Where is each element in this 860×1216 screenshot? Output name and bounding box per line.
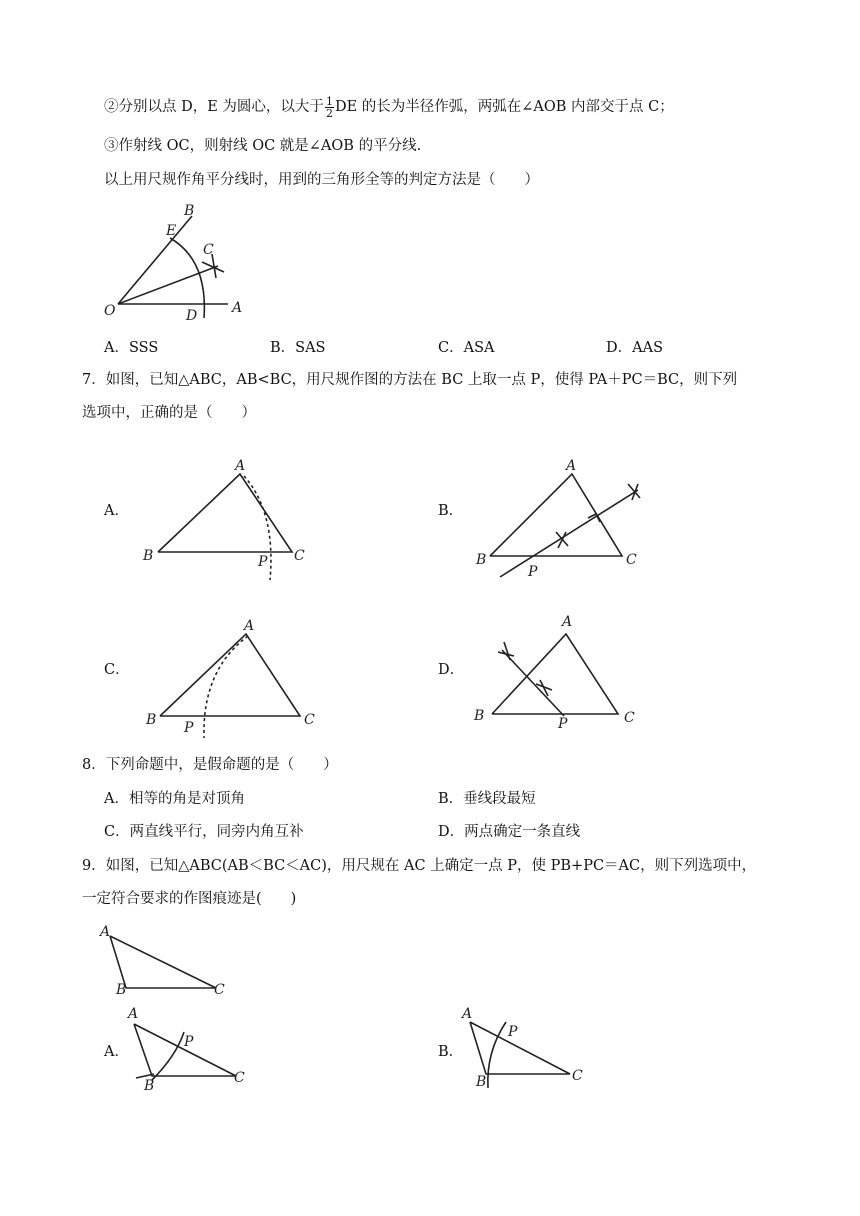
q9-option-b[interactable]: B． [438, 1044, 464, 1060]
label-c: C [572, 1068, 583, 1084]
q7-figure-d [470, 612, 680, 747]
q9-stem-line1: 9．如图，已知△ABC(AB＜BC＜AC)，用尺规在 AC 上确定一点 P，使 PB+PC＝AC，则下列选项中， [82, 858, 757, 874]
label-p: P [558, 716, 568, 732]
q8-option-b[interactable]: B．垂线段最短 [438, 791, 536, 807]
q6-option-c[interactable]: C．ASA [438, 340, 495, 356]
q8-option-c[interactable]: C．两直线平行，同旁内角互补 [104, 824, 304, 840]
q6-step2-part2: DE 的长为半径作弧，两弧在∠AOB 内部交于点 C； [334, 99, 674, 115]
label-b: B [476, 1074, 487, 1090]
label-a: A [232, 300, 243, 316]
q7-figure-b [470, 452, 680, 587]
construction-arc [152, 1032, 184, 1080]
label-b: B [476, 552, 487, 568]
q6-step2-part1: ②分别以点 D，E 为圆心，以大于 [104, 99, 324, 115]
q7-stem-line1: 7．如图，已知△ABC，AB<BC，用尺规作图的方法在 BC 上取一点 P，使得 PA＋PC＝BC，则下列 [82, 372, 738, 388]
triangle-abc [490, 474, 622, 556]
label-c: C [234, 1070, 245, 1086]
label-p: P [528, 564, 538, 580]
triangle-abc [110, 936, 216, 988]
q8-option-a[interactable]: A．相等的角是对顶角 [104, 791, 245, 807]
label-a: A [566, 458, 577, 474]
label-a: A [128, 1006, 139, 1022]
label-c: C [294, 548, 305, 564]
triangle-abc [158, 474, 292, 552]
perpendicular-bisector [502, 650, 564, 716]
label-a: A [244, 618, 255, 634]
label-c: C [203, 242, 214, 258]
label-a: A [462, 1006, 473, 1022]
label-a: A [235, 458, 246, 474]
label-b: B [116, 982, 127, 998]
q7-figure-c [140, 612, 340, 747]
label-c: C [214, 982, 225, 998]
label-p: P [184, 720, 194, 736]
label-b: B [144, 1078, 155, 1094]
q8-option-d[interactable]: D．两点确定一条直线 [438, 824, 581, 840]
q6-angle-bisector-figure [100, 200, 250, 330]
fraction-one-half: $\frac{1}{2}$ [325, 95, 333, 120]
label-b: B [474, 708, 485, 724]
q9-stem-line2: 一定符合要求的作图痕迹是( ) [82, 891, 297, 907]
triangle-abc [160, 634, 300, 716]
label-a: A [100, 924, 111, 940]
q9-figure-a [126, 1004, 276, 1094]
q9-given-triangle [96, 922, 246, 1002]
q7-option-c[interactable]: C． [104, 662, 130, 678]
label-e: E [166, 223, 177, 239]
triangle-abc [470, 1022, 570, 1074]
label-p: P [184, 1034, 194, 1050]
label-b: B [146, 712, 157, 728]
q7-stem-line2: 选项中，正确的是（ ） [82, 405, 256, 421]
q6-option-d[interactable]: D．AAS [606, 340, 664, 356]
q6-step2 [104, 96, 674, 119]
label-b: B [143, 548, 154, 564]
label-a: A [562, 614, 573, 630]
ray-ob [118, 216, 192, 304]
dashed-arc [204, 636, 248, 738]
triangle-abc [134, 1024, 236, 1076]
q6-question: 以上用尺规作角平分线时，用到的三角形全等的判定方法是（ ） [104, 172, 539, 188]
label-c: C [304, 712, 315, 728]
q7-option-d[interactable]: D． [438, 662, 465, 678]
perpendicular-bisector [500, 490, 638, 577]
q9-figure-b [460, 1004, 610, 1094]
label-p: P [508, 1024, 518, 1040]
q6-step3: ③作射线 OC，则射线 OC 就是∠AOB 的平分线. [104, 138, 422, 154]
q6-option-b[interactable]: B．SAS [270, 340, 326, 356]
q7-figure-a [140, 452, 340, 587]
q7-option-b[interactable]: B． [438, 503, 464, 519]
q8-stem: 8．下列命题中，是假命题的是（ ） [82, 757, 338, 773]
label-c: C [624, 710, 635, 726]
q7-option-a[interactable]: A． [104, 503, 129, 519]
label-d: D [186, 308, 198, 324]
label-p: P [258, 554, 268, 570]
q9-option-a[interactable]: A． [104, 1044, 129, 1060]
triangle-abc [492, 634, 618, 714]
cross-mark-top-2 [632, 484, 638, 500]
q6-option-a[interactable]: A．SSS [104, 340, 159, 356]
cross-mark-top-2 [504, 642, 510, 660]
label-c: C [626, 552, 637, 568]
label-o: O [104, 303, 116, 319]
label-b: B [184, 203, 195, 219]
